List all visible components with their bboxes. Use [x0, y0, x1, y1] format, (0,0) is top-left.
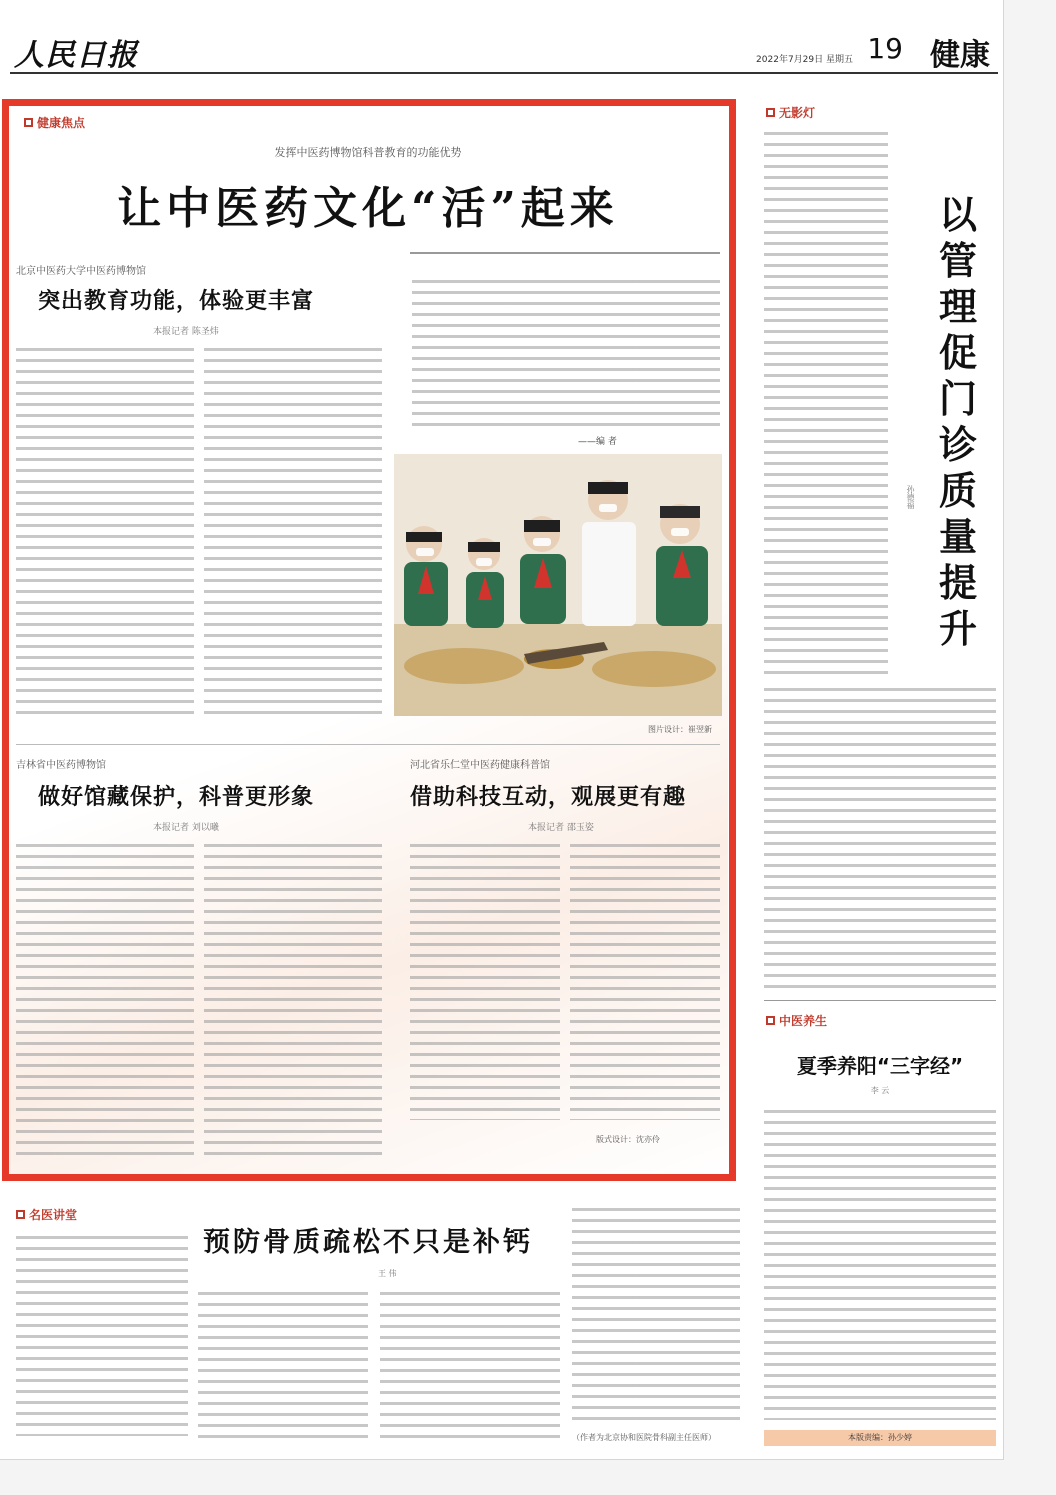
story-3-text-col-1 [410, 844, 560, 1120]
story-3-text-col-2 [570, 844, 720, 1120]
masthead [10, 30, 998, 74]
lecture-text-col-4 [572, 1208, 740, 1424]
story-1-byline: 本报记者 陈圣炜 [153, 327, 219, 337]
lecture-column-tag [16, 1206, 77, 1223]
right-column-tag-bottom-label: 中医养生 [779, 1014, 828, 1028]
story-2-text-col-1 [16, 844, 194, 1162]
lecture-text-col-2 [198, 1292, 368, 1440]
story-2-text-col-2 [204, 844, 382, 1162]
feature-column-tag-label: 健康焦点 [37, 116, 86, 130]
summer-headline: 夏季养阳“三字经” [796, 1054, 964, 1078]
feature-column-tag [24, 114, 85, 131]
story-1-text-col-1 [16, 348, 194, 720]
story-1-title: 突出教育功能，体验更丰富 [38, 288, 315, 314]
editor-note: 版式设计：沈亦伶 [596, 1135, 660, 1144]
lecture-column-tag-label: 名医讲堂 [29, 1208, 78, 1222]
lecture-byline: 王 伟 [378, 1269, 397, 1278]
children-museum-photo [394, 454, 722, 716]
lecture-footer-note: （作者为北京协和医院骨科副主任医师） [572, 1433, 716, 1442]
intro-end-mark: ——编 者 [578, 437, 617, 447]
lecture-text-col-1 [16, 1236, 188, 1436]
story-1-text-col-2 [204, 348, 382, 720]
issue-date: 2022年7月29日 星期五 [756, 55, 853, 65]
story-2-byline: 本报记者 刘以曦 [153, 823, 219, 833]
intro-text [412, 280, 720, 430]
photo-caption: 图片设计：崔翌新 [648, 725, 712, 734]
right-column [760, 100, 1000, 1442]
intro-rule [410, 252, 720, 254]
story-2-title: 做好馆藏保护，科普更形象 [38, 784, 315, 810]
right-editor-bar: 本版责编：孙少婷 [764, 1430, 996, 1446]
story-3-title: 借助科技互动，观展更有趣 [410, 784, 687, 810]
right-column-tag-top-label: 无影灯 [779, 106, 816, 120]
lecture-article [8, 1196, 748, 1450]
feature-headline: 让中医药文化“活”起来 [117, 183, 619, 234]
right-divider [764, 1000, 996, 1001]
lecture-text-col-3 [380, 1292, 560, 1440]
story-3-byline: 本报记者 邵玉姿 [528, 823, 594, 833]
op-ed-text-col-2 [764, 688, 996, 988]
column-tag-icon [24, 118, 33, 127]
column-tag-icon [766, 108, 775, 117]
story-3-source: 河北省乐仁堂中医药健康科普馆 [410, 760, 550, 771]
summer-byline: 李 云 [870, 1086, 890, 1095]
op-ed-text-col-1 [764, 132, 888, 674]
op-ed-byline: 孙德福 [906, 485, 915, 509]
story-1-source: 北京中医药大学中医药博物馆 [16, 266, 146, 277]
section-name: 健康 [930, 38, 990, 73]
page-number: 19 [867, 32, 903, 65]
feature-photo [394, 454, 722, 716]
story-2-source: 吉林省中医药博物馆 [16, 760, 106, 771]
op-ed-vertical-headline: 以管理促门诊质量提升 [938, 192, 977, 651]
column-tag-icon [16, 1210, 25, 1219]
feature-divider [16, 744, 720, 745]
right-column-tag-bottom [766, 1012, 827, 1029]
newspaper-logo: 人民日报 [14, 38, 138, 73]
feature-article [8, 104, 728, 1176]
feature-kicker: 发挥中医药博物馆科普教育的功能优势 [274, 146, 462, 159]
summer-text [764, 1110, 996, 1420]
column-tag-icon [766, 1016, 775, 1025]
lecture-headline: 预防骨质疏松不只是补钙 [203, 1227, 533, 1258]
right-column-tag-top [766, 104, 815, 121]
